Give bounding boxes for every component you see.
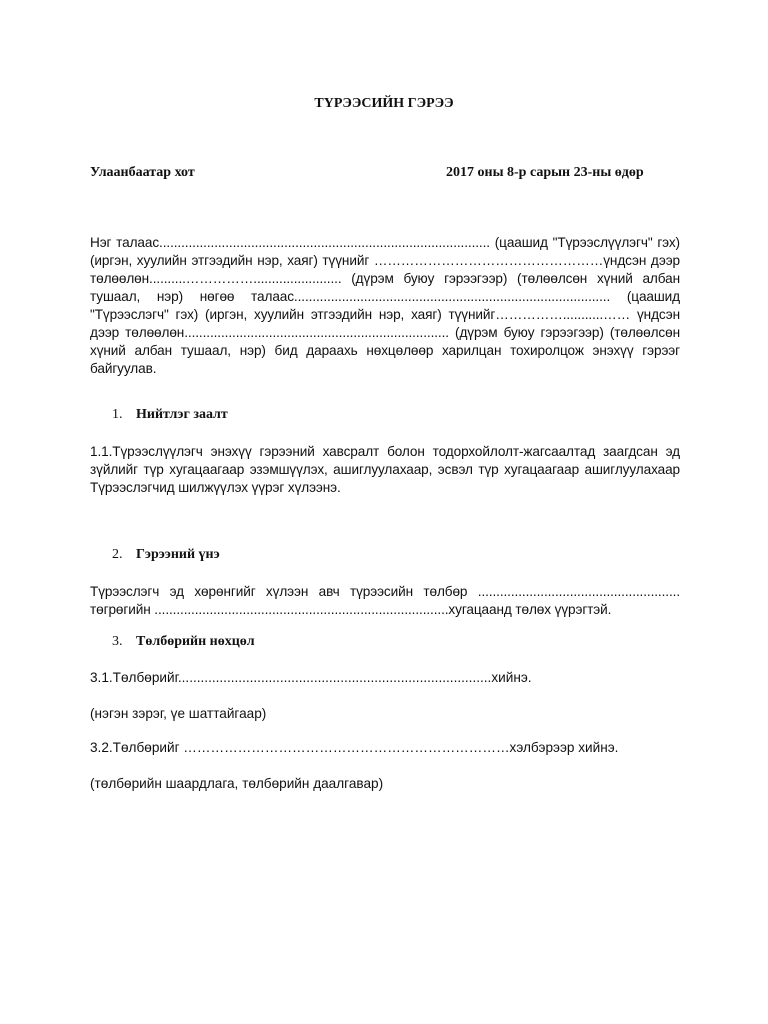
- clause-3-2: 3.2.Төлбөрийг ………………………………………………………………хэлбэрээр хийнэ.: [90, 740, 619, 755]
- clause-3-2-note: (төлбөрийн шаардлага, төлбөрийн даалгавар): [90, 776, 384, 791]
- section-3-number: 3.: [112, 634, 123, 649]
- section-2-heading: [112, 547, 220, 563]
- section-2-paragraph: Түрээслэгч эд хөрөнгийг хүлээн авч түрээсийн төлбөр ....................................................... төгрөгийн ................................................................................хугацаанд төлөх үүрэгтэй.: [90, 584, 680, 617]
- city-label: Улаанбаатар хот: [90, 165, 195, 180]
- section-1-paragraph: 1.1.Түрээслүүлэгч энэхүү гэрээний хавсралт болон тодорхойлолт-жагсаалтад заагдсан эд зүйлийг түр хугацаагаар эзэмшүүлэх, ашиглуулахаар, эсвэл түр хугацаагаар ашиглуулахаар Түрээслэгчид шилжүүлэх үүрэг хүлээнэ.: [90, 444, 680, 495]
- section-3-title: Төлбөрийн нөхцөл: [136, 634, 255, 649]
- clause-3-1-note: (нэгэн зэрэг, үе шаттайгаар): [90, 706, 267, 721]
- clause-3-1: 3.1.Төлбөрийг...................................................................................хийнэ.: [90, 670, 532, 685]
- date-label: 2017 оны 8-р сарын 23-ны өдөр: [446, 165, 644, 180]
- section-1-heading: [112, 407, 228, 423]
- section-2-number: 2.: [112, 547, 123, 562]
- section-2-title: Гэрээний үнэ: [136, 547, 220, 562]
- intro-paragraph: Нэг талаас.......................................................................................... (цаашид "Түрээслүүлэгч" гэх) (иргэн, хуулийн этгээдийн нэр, хаяг) түүнийг ……………………………………………үндсэн дээр төлөөлөн..........……………........................ (дүрэм буюу гэрээгээр) (төлөөлсөн хүний албан тушаал, нэр) нөгөө талаас...................................................................................... (цаашид "Түрээслэгч" гэх) (иргэн, хуулийн этгээдийн нэр, хаяг) түүнийг……………...........…… үндсэн дээр төлөөлөн........................................................................ (дүрэм буюу гэрээгээр) (төлөөлсөн хүний албан тушаал, нэр) бид дараахь нөхцөлөөр харилцан тохиролцож энэхүү гэрээг байгуулав.: [90, 235, 680, 376]
- document-title: ТҮРЭЭСИЙН ГЭРЭЭ: [314, 96, 454, 111]
- section-1-number: 1.: [112, 407, 123, 422]
- section-1-title: Нийтлэг заалт: [136, 407, 228, 422]
- section-3-heading: [112, 634, 255, 650]
